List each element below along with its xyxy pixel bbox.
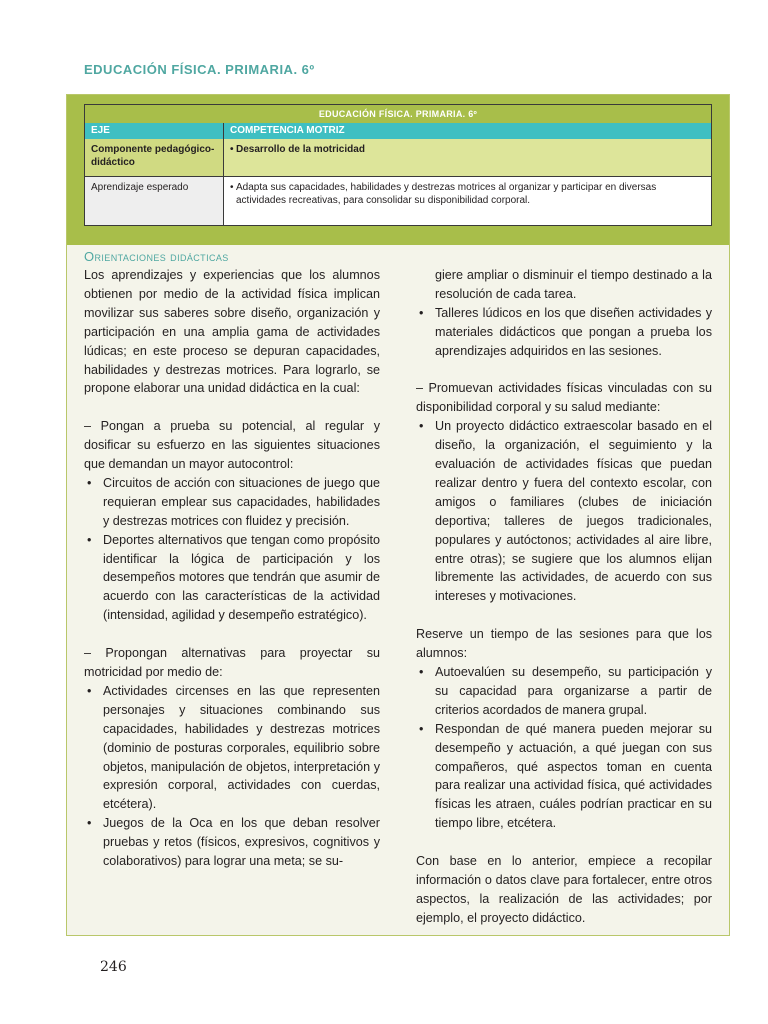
list-item: • Autoevalúen su desempeño, su participación y su capacidad para organizarse a partir de criterios acordados de manera grupal. [419, 665, 712, 717]
curriculum-table [84, 104, 712, 226]
running-head: EDUCACIÓN FÍSICA. PRIMARIA. 6º [84, 62, 315, 77]
lead-paragraph: – Pongan a prueba su potencial, al regular y dosificar su esfuerzo en las siguientes situaciones que demandan un mayor autocontrol: [84, 419, 380, 472]
eje-header: EJE [85, 123, 224, 139]
list-item: • Respondan de qué manera pueden mejorar su desempeño y actuación, a qué juegan con sus compañeros, qué aspectos toman en cuenta para realizar una actividad física, qué actividades físicas les atraen, cuáles podrían practicar en su tiempo libre, etcétera. [419, 721, 712, 831]
table-bullet: • [230, 182, 234, 193]
table-row-componente [85, 139, 712, 177]
right-column [416, 266, 712, 928]
aprendizaje-value [224, 177, 712, 226]
left-column [84, 266, 380, 871]
list-item-text: Talleres lúdicos en los que diseñen actividades y materiales didácticos que pongan a prueba los aprendizajes adquiridos en las sesiones. [435, 305, 712, 358]
list-item-text: Circuitos de acción con situaciones de juego que requieran emplear sus capacidades, habilidades y destrezas motrices con fluidez y precisión. [103, 475, 380, 528]
table-bullet: • [230, 144, 234, 155]
list-item-text: Autoevalúen su desempeño, su participación y su capacidad para organizarse a partir de criterios acordados de manera grupal. [435, 665, 712, 717]
table-header-row [85, 123, 712, 139]
componente-text: Desarrollo de la motricidad [236, 144, 365, 155]
competencia-header: COMPETENCIA MOTRIZ [224, 123, 712, 139]
list-item: • Juegos de la Oca en los que deban resolver pruebas y retos (físicos, expresivos, cognitivos y colaborativos) para lograr una meta; se su- [87, 816, 380, 869]
list-item: • Un proyecto didáctico extraescolar basado en el diseño, la organización, el seguimiento y la evaluación de actividades físicas que puedan realizar dentro y fuera del contexto escolar, con amigos o familiares (clubes de iniciación deportiva; talleres de juegos tradicionales, populares y autóctonos; actividades al aire libre, entre otras); se sugiere que los alumnos elijan libremente las actividades, de acuerdo con sus intereses y motivaciones. [419, 419, 712, 604]
list-item: • Actividades circenses en las que representen personajes y situaciones combinando sus capacidades, habilidades y destrezas motrices (dominio de posturas corporales, equilibrio sobre objetos, manipulación de objetos, interpretación y expresión corporal, actividades con cuerdas, etcétera). [87, 683, 380, 812]
list-item: • Circuitos de acción con situaciones de juego que requieran emplear sus capacidades, habilidades y destrezas motrices con fluidez y precisión. [87, 475, 380, 528]
list-item-text: Un proyecto didáctico extraescolar basado en el diseño, la organización, el seguimiento y la evaluación de actividades físicas que puedan realizar dentro y fuera del contexto escolar, con amigos o familiares (clubes de iniciación deportiva; talleres de juegos tradicionales, populares y autóctonos; actividades al aire libre, entre otras); se sugiere que los alumnos elijan libremente las actividades, de acuerdo con sus intereses y motivaciones. [435, 419, 712, 604]
lead-paragraph: – Propongan alternativas para proyectar su motricidad por medio de: [84, 646, 380, 679]
lead-paragraph: Reserve un tiempo de las sesiones para que los alumnos: [416, 627, 712, 661]
page-number: 246 [100, 959, 127, 975]
lead-paragraph: – Promuevan actividades físicas vinculadas con su disponibilidad corporal y su salud mediante: [416, 381, 712, 415]
aprendizaje-text: Adapta sus capacidades, habilidades y destrezas motrices al organizar y participar en diversas actividades recreativas, para consolidar su disponibilidad corporal. [236, 182, 657, 206]
aprendizaje-label: Aprendizaje esperado [85, 177, 224, 226]
closing-paragraph: Con base en lo anterior, empiece a recopilar información o datos clave para fortalecer, entre otros aspectos, la realización de las actividades; por ejemplo, el proyecto didáctico. [416, 854, 712, 925]
list-item-text: Respondan de qué manera pueden mejorar su desempeño y actuación, a qué juegan con sus compañeros, qué aspectos toman en cuenta para realizar una actividad física, qué actividades físicas les atraen, cuáles podrían practicar en su tiempo libre, etcétera. [435, 721, 712, 831]
componente-label: Componente pedagógico-didáctico [85, 139, 224, 177]
list-item-text: Actividades circenses en las que representen personajes y situaciones combinando sus capacidades, habilidades y destrezas motrices (dominio de posturas corporales, equilibrio sobre objetos, manipulación de objetos, interpretación y expresión corporal, actividades con cuerdas, etcétera). [103, 683, 380, 812]
intro-paragraph: Los aprendizajes y experiencias que los alumnos obtienen por medio de la actividad física implican movilizar sus saberes sobre diseño, organización y participación en una amplia gama de actividades lúdicas; en este proceso se depuran capacidades, habilidades y destrezas motrices. Para lograrlo, se propone elaborar una unidad didáctica en la cual: [84, 268, 380, 396]
section-title: Orientaciones didácticas [84, 249, 229, 264]
list-item-text: Deportes alternativos que tengan como propósito identificar la lógica de participación y los desempeños motores que tendrán que asumir de acuerdo con las características de la actividad (intensidad, agilidad y desempeño estratégico). [103, 532, 380, 623]
componente-value [224, 139, 712, 177]
table-title: EDUCACIÓN FÍSICA. PRIMARIA. 6º [85, 105, 712, 124]
table-row-aprendizaje [85, 177, 712, 226]
continuation-text: giere ampliar o disminuir el tiempo destinado a la resolución de cada tarea. [435, 268, 712, 301]
list-item-text: Juegos de la Oca en los que deban resolver pruebas y retos (físicos, expresivos, cognitivos y colaborativos) para lograr una meta; se su- [103, 816, 380, 869]
list-item: • Deportes alternativos que tengan como propósito identificar la lógica de participación y los desempeños motores que tendrán que asumir de acuerdo con las características de la actividad (intensidad, agilidad y desempeño estratégico). [87, 532, 380, 623]
list-item: • Talleres lúdicos en los que diseñen actividades y materiales didácticos que pongan a prueba los aprendizajes adquiridos en las sesiones. [419, 305, 712, 358]
